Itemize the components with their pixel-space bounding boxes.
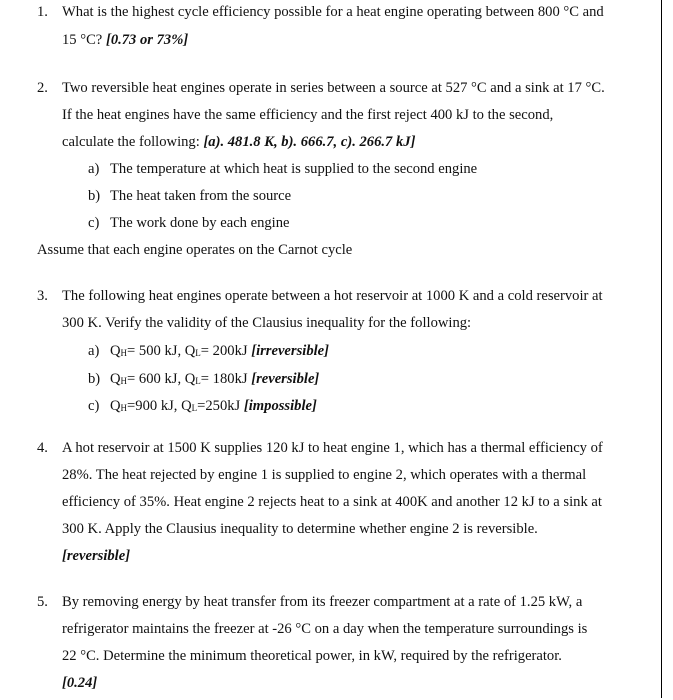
sub-item <box>88 370 320 388</box>
question-text-line <box>62 31 188 49</box>
answer: [irreversible] <box>251 343 330 359</box>
question-text: 300 K. Verify the validity of the Clausius inequality for the following: <box>62 315 472 331</box>
answer: [reversible] <box>62 548 131 564</box>
question-text-line <box>62 133 415 151</box>
answer: [a). 481.8 K, b). 666.7, c). 266.7 kJ] <box>203 134 416 150</box>
sub-item <box>88 160 478 178</box>
question-text: A hot reservoir at 1500 K supplies 120 kJ to heat engine 1, which has a thermal efficiency of <box>62 440 603 456</box>
sub-item-text: The work done by each engine <box>110 215 290 231</box>
question-text: By removing energy by heat transfer from its freezer compartment at a rate of 1.25 kW, a <box>62 594 583 610</box>
sub-item <box>88 342 330 360</box>
question-text: What is the highest cycle efficiency possible for a heat engine operating between 800 °C and <box>62 4 604 20</box>
sub-item <box>88 214 290 232</box>
sub-item <box>88 187 292 205</box>
question-text: 22 °C. Determine the minimum theoretical power, in kW, required by the refrigerator. <box>62 648 562 664</box>
sub-item-text: The temperature at which heat is supplied to the second engine <box>110 161 478 177</box>
question-number: 2. <box>37 80 48 96</box>
question-text: efficiency of 35%. Heat engine 2 rejects heat to a sink at 400K and another 12 kJ to a sink at <box>62 494 602 510</box>
sub-item-label: c) <box>88 398 100 414</box>
question-text: If the heat engines have the same efficiency and the first reject 400 kJ to the second, <box>62 107 554 123</box>
question-text: 28%. The heat rejected by engine 1 is supplied to engine 2, which operates with a thermal <box>62 467 587 483</box>
question-number: 5. <box>37 594 48 610</box>
sub-item-label: a) <box>88 161 100 177</box>
answer: [impossible] <box>243 398 317 414</box>
question-text: refrigerator maintains the freezer at -26 °C on a day when the temperature surroundings is <box>62 621 588 637</box>
sub-item-text: QH= 600 kJ, QL= 180kJ [reversible] <box>110 371 320 387</box>
question-note: Assume that each engine operates on the Carnot cycle <box>37 242 353 258</box>
answer: [reversible] <box>251 371 320 387</box>
question-text: Two reversible heat engines operate in series between a source at 527 °C and a sink at 17 °C. <box>62 80 605 96</box>
sub-item-label: b) <box>88 188 101 204</box>
question-number: 4. <box>37 440 48 456</box>
sub-item-label: b) <box>88 371 101 387</box>
question-text: calculate the following: <box>62 134 204 150</box>
sub-item-label: c) <box>88 215 100 231</box>
sub-item-text: QH=900 kJ, QL=250kJ [impossible] <box>110 398 317 414</box>
sub-item-text: QH= 500 kJ, QL= 200kJ [irreversible] <box>110 343 330 359</box>
question-number: 3. <box>37 288 48 304</box>
sub-item-label: a) <box>88 343 100 359</box>
answer: [0.24] <box>62 675 98 691</box>
question-number: 1. <box>37 4 48 20</box>
question-text: The following heat engines operate between a hot reservoir at 1000 K and a cold reservoir at <box>62 288 603 304</box>
question-text: 300 K. Apply the Clausius inequality to determine whether engine 2 is reversible. <box>62 521 538 537</box>
sub-item <box>88 397 317 415</box>
question-text: 15 °C? <box>62 32 106 48</box>
sub-item-text: The heat taken from the source <box>110 188 292 204</box>
answer: [0.73 or 73%] <box>105 32 189 48</box>
